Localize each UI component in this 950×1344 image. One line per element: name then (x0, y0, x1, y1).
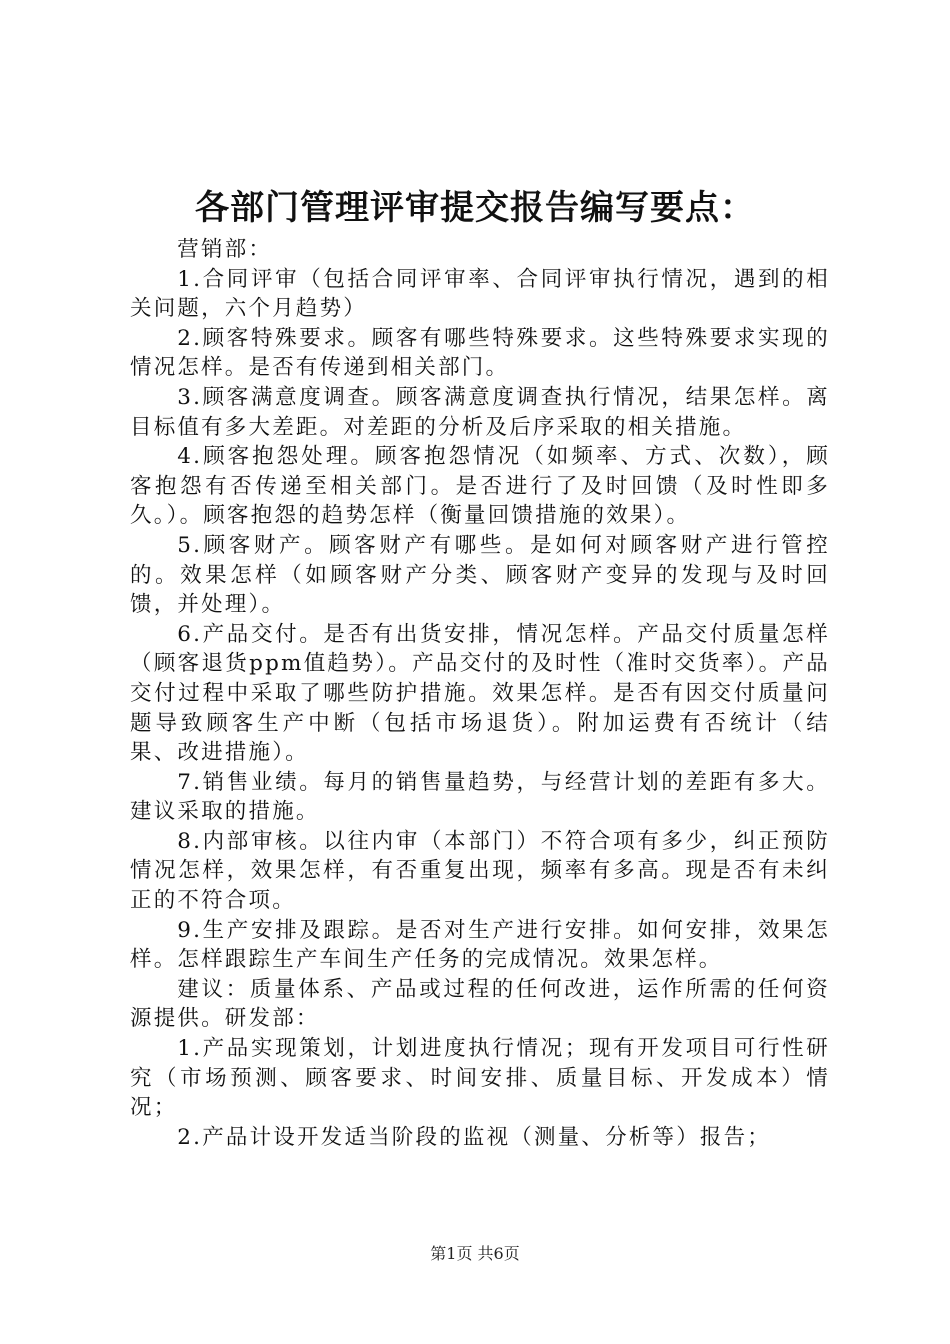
paragraph-item-9: 9.生产安排及跟踪。是否对生产进行安排。如何安排，效果怎样。怎样跟踪生产车间生产任务的完成情况。效果怎样。 (130, 917, 830, 973)
paragraph-item-3: 3.顾客满意度调查。顾客满意度调查执行情况，结果怎样。离目标值有多大差距。对差距的分析及后序采取的相关措施。 (130, 384, 830, 440)
document-body (130, 235, 830, 1152)
paragraph-item-1: 1.合同评审（包括合同评审率、合同评审执行情况，遇到的相关问题，六个月趋势） (130, 266, 830, 322)
paragraph-item-5: 5.顾客财产。顾客财产有哪些。是如何对顾客财产进行管控的。效果怎样（如顾客财产分类、顾客财产变异的发现与及时回馈，并处理）。 (130, 532, 830, 618)
document-title: 各部门管理评审提交报告编写要点： (195, 188, 755, 228)
paragraph-section-marketing: 营销部： (177, 237, 273, 262)
paragraph-suggestion: 建议：质量体系、产品或过程的任何改进，运作所需的任何资源提供。研发部： (130, 976, 830, 1032)
paragraph-item-2: 2.顾客特殊要求。顾客有哪些特殊要求。这些特殊要求实现的情况怎样。是否有传递到相关部门。 (130, 325, 830, 381)
paragraph-item-4: 4.顾客抱怨处理。顾客抱怨情况（如频率、方式、次数），顾客抱怨有否传递至相关部门。是否进行了及时回馈（及时性即多久。）。顾客抱怨的趋势怎样（衡量回馈措施的效果）。 (130, 444, 830, 529)
page-number-footer: 第1页 共6页 (430, 1244, 520, 1263)
paragraph-item-6: 6.产品交付。是否有出货安排，情况怎样。产品交付质量怎样（顾客退货ppm值趋势）。产品交付的及时性（准时交货率）。产品交付过程中采取了哪些防护措施。效果怎样。是否有因交付质量问题导致顾客生产中断（包括市场退货）。附加运费有否统计（结果、改进措施）。 (130, 621, 830, 766)
paragraph-rd-item-1: 1.产品实现策划，计划进度执行情况；现有开发项目可行性研究（市场预测、顾客要求、时间安排、质量目标、开发成本）情况； (130, 1036, 830, 1121)
paragraph-item-7: 7.销售业绩。每月的销售量趋势，与经营计划的差距有多大。建议采取的措施。 (130, 769, 830, 825)
paragraph-rd-item-2: 2.产品计设开发适当阶段的监视（测量、分析等）报告； (177, 1124, 772, 1150)
paragraph-item-8: 8.内部审核。以往内审（本部门）不符合项有多少，纠正预防情况怎样，效果怎样，有否重复出现，频率有多高。现是否有未纠正的不符合项。 (130, 828, 830, 914)
